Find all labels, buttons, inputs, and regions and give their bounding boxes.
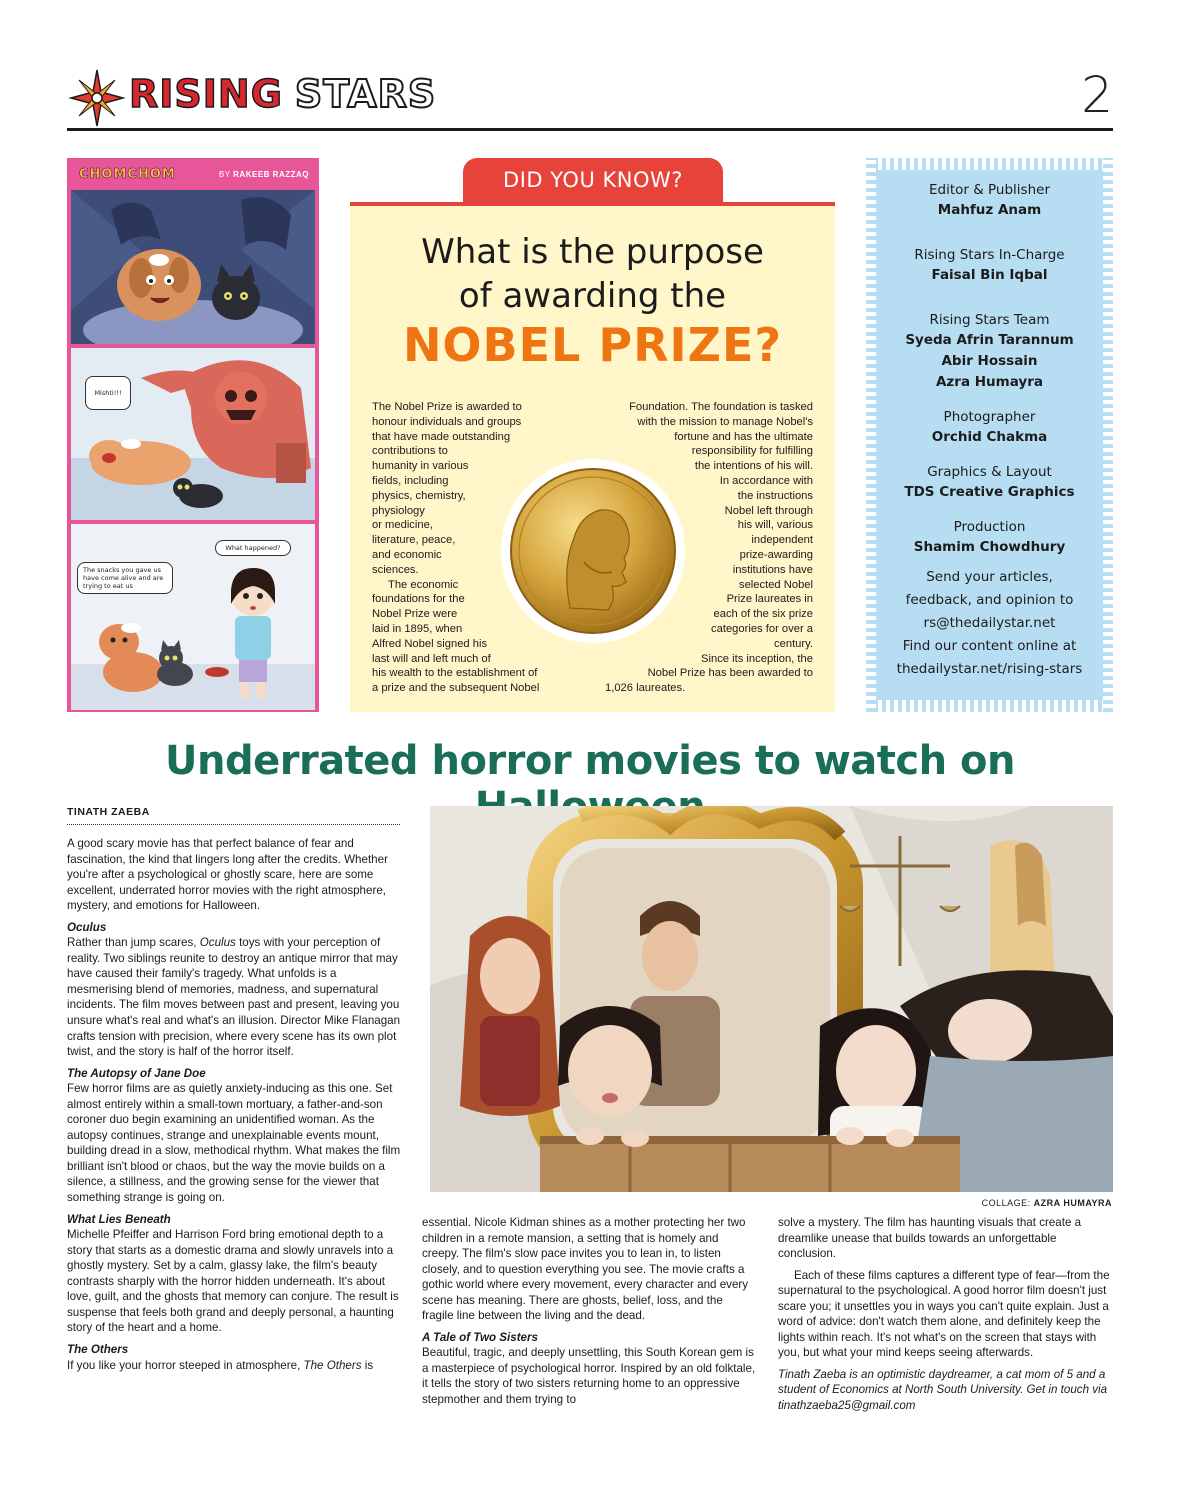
- credit-gap: [882, 393, 1097, 407]
- oculus-text-post: toys with your perception of reality. Two siblings reunite to destroy an antique mirror that may have caused their family's tragedy. What unfolds is a mesmerising blend of memories, madness, and supernatural incidents. The film moves between past and present, leaving you unsure what's real and what's an illusion. Director Mike Flanagan crafts tension with precision, where every scene has its own plot twist, and the story is half of the horror itself.: [67, 936, 401, 1059]
- dyk-right-line: responsibility for fulfilling: [691, 445, 813, 458]
- credit-role: Graphics & Layout: [927, 464, 1052, 480]
- dyk-left-line: Alfred Nobel signed his: [372, 637, 488, 650]
- contact-line: Find our content online at: [902, 638, 1077, 654]
- dyk-left-line: or medicine,: [372, 519, 433, 532]
- dyk-left-line: literature, peace,: [372, 534, 456, 547]
- did-you-know-box: [350, 202, 835, 712]
- dyk-right-line: with the mission to manage Nobel's: [637, 415, 813, 428]
- article-column-3: [778, 1215, 1113, 1420]
- article-column-1: [67, 836, 402, 1379]
- credits-contact: [882, 566, 1097, 681]
- masthead-title-rising: RISING: [129, 72, 283, 116]
- contact-line: Send your articles,: [926, 569, 1053, 585]
- credit-role: Rising Stars Team: [929, 312, 1050, 328]
- question-line-1: What is the purpose: [421, 232, 764, 272]
- comic-byline-name: RAKEEB RAZZAQ: [233, 169, 309, 179]
- nobel-medal-image: [500, 458, 686, 644]
- dyk-left-line: last will and left much of: [372, 652, 491, 665]
- credit-gap: [882, 221, 1097, 245]
- dyk-left-line: honour individuals and groups: [372, 415, 522, 428]
- credit-name: Abir Hossain: [941, 353, 1038, 369]
- comic-header: [71, 162, 315, 186]
- article-intro: A good scary movie has that perfect balance of fear and fascination, the kind that lingers long after the credits. Whether you're after a psychological or ghostly scare, here are some excellent, underrated horror movies with the right atmosphere, mystery, and emotions for Halloween.: [67, 837, 388, 913]
- dyk-left-line: physics, chemistry,: [372, 489, 466, 502]
- question-line-2: of awarding the: [458, 276, 727, 316]
- dyk-right-line: Nobel Prize has been awarded to: [647, 667, 813, 680]
- credit-name: Mahfuz Anam: [937, 202, 1042, 218]
- contact-website-link[interactable]: thedailystar.net/rising-stars: [896, 661, 1083, 677]
- dyk-right-line: Prize laureates in: [726, 593, 813, 606]
- collage-credit: [982, 1198, 1112, 1208]
- credit-role: Rising Stars In-Charge: [914, 247, 1065, 263]
- dyk-left-line: The economic: [388, 578, 459, 591]
- masthead: [67, 66, 1113, 130]
- dyk-right-line: 1,026 laureates.: [605, 682, 686, 695]
- credit-name: Shamim Chowdhury: [913, 539, 1066, 555]
- dyk-right-line: fortune and has the ultimate: [674, 430, 813, 443]
- section-text-oculus: [67, 935, 402, 1059]
- collage-credit-name: AZRA HUMAYRA: [1033, 1198, 1112, 1208]
- nobel-prize-heading: NOBEL PRIZE?: [402, 318, 783, 372]
- dyk-right-line: categories for over a: [711, 622, 813, 635]
- article-conclusion: Each of these films captures a different type of fear—from the supernatural to the psychological. A good horror film doesn't just scare you; it unsettles you in ways you can't quite explain. Just a word of advice: don't watch them alone, and definitely keep the lights within reach. It's not what's on the screen that stays with you, but what your mind keeps seeing afterwards.: [778, 1268, 1110, 1360]
- did-you-know-question: [350, 230, 835, 318]
- dyk-left-line: physiology: [372, 504, 425, 517]
- article-headline: Underrated horror movies to watch on: [165, 738, 1015, 784]
- comic-panel-1: [71, 190, 315, 344]
- masthead-title-stars: STARS: [294, 72, 437, 116]
- credits-border-right: [1103, 158, 1113, 712]
- credits-border-bottom: [866, 700, 1113, 712]
- credit-gap: [882, 286, 1097, 310]
- credits-box: [866, 158, 1113, 712]
- article-author: TINATH ZAEBA: [67, 806, 400, 825]
- comic-byline: [219, 170, 309, 179]
- credit-role: Photographer: [943, 409, 1036, 425]
- comic-speech-bubble-what-happened: What happened?: [215, 540, 291, 556]
- dyk-right-line: Since its inception, the: [701, 652, 813, 665]
- dyk-right-line: Nobel left through: [724, 504, 813, 517]
- masthead-title: [129, 72, 436, 116]
- comic-byline-prefix: BY: [218, 169, 231, 179]
- dyk-right-line: Foundation. The foundation is tasked: [629, 401, 813, 413]
- contact-line: feedback, and opinion to: [905, 592, 1074, 608]
- credit-name: Azra Humayra: [935, 374, 1043, 390]
- credit-name: TDS Creative Graphics: [904, 484, 1075, 500]
- author-bio: Tinath Zaeba is an optimistic daydreamer, a cat mom of 5 and a student of Economics at North South University. Get in touch via tinathzaeba25@gmail.com: [778, 1367, 1108, 1413]
- dyk-right-line: prize-awarding: [739, 548, 813, 561]
- dyk-left-line: sciences.: [372, 563, 419, 576]
- credit-gap: [882, 448, 1097, 462]
- comic-title: CHOMCHOM: [79, 166, 176, 182]
- credits-content: [882, 180, 1097, 681]
- dyk-left-line: fields, including: [372, 474, 449, 487]
- page-number: 2: [1081, 66, 1113, 124]
- dyk-left-line: that have made outstanding: [372, 430, 511, 443]
- credit-role: Editor & Publisher: [928, 182, 1051, 198]
- dyk-right-line: independent: [751, 534, 813, 547]
- others-text-pre: If you like your horror steeped in atmosphere,: [67, 1358, 304, 1372]
- dyk-left-line: contributions to: [372, 445, 448, 458]
- comic-speech-bubble-snacks: The snacks you gave us have come alive and are trying to eat us: [77, 562, 173, 594]
- movie-collage-image: [430, 806, 1113, 1192]
- dyk-right-line: In accordance with: [719, 474, 813, 487]
- dyk-left-line: and economic: [372, 548, 442, 561]
- comic-panel-2: [71, 348, 315, 520]
- section-title-autopsy: The Autopsy of Jane Doe: [67, 1066, 206, 1080]
- section-title-oculus: Oculus: [67, 920, 107, 934]
- movie-collage-art: [430, 806, 1113, 1192]
- comic-panel-2-art: [71, 348, 315, 520]
- masthead-rule: [67, 128, 1113, 131]
- section-text-autopsy: Few horror films are as quietly anxiety-inducing as this one. Set almost entirely within a small-town mortuary, a father-and-son coroner duo begin examining an unidentified woman. As the autopsy continues, strange and unexplainable events mount, building dread in a slow, methodical rhythm. What makes the film brilliant isn't blood or chaos, but the way the movie builds on a silence, a stillness, and the growing sense for the viewer that something strange is going on.: [67, 1082, 401, 1205]
- dyk-left-line: humanity in various: [372, 460, 469, 473]
- credits-border-left: [866, 158, 876, 712]
- dyk-left-line: laid in 1895, when: [372, 622, 463, 635]
- comic-speech-bubble-mishti: Mishti!!!: [85, 376, 131, 410]
- collage-credit-prefix: COLLAGE:: [981, 1198, 1031, 1208]
- dyk-left-line: his wealth to the establishment of: [372, 667, 538, 680]
- section-text-others-start: [67, 1358, 402, 1374]
- dyk-right-line: the intentions of his will.: [694, 460, 813, 473]
- credit-name: Faisal Bin Iqbal: [931, 267, 1048, 283]
- section-title-beneath: What Lies Beneath: [67, 1212, 171, 1226]
- comic-panel-3: [71, 524, 315, 710]
- dyk-left-line: foundations for the: [372, 593, 465, 606]
- section-text-sisters-cont: solve a mystery. The film has haunting visuals that create a dreamlike unease that builds towards an unforgettable conclusion.: [778, 1216, 1082, 1261]
- section-title-sisters: A Tale of Two Sisters: [422, 1330, 538, 1344]
- dyk-right-line: each of the six prize: [713, 608, 813, 621]
- article-column-2: [422, 1215, 757, 1414]
- contact-email-link[interactable]: rs@thedailystar.net: [923, 615, 1056, 631]
- compass-star-icon: [67, 68, 127, 128]
- others-text-em: The Others: [303, 1358, 362, 1372]
- section-title-others: The Others: [67, 1342, 129, 1356]
- credit-role: Production: [953, 519, 1026, 535]
- oculus-text-em: Oculus: [199, 936, 236, 950]
- section-text-beneath: Michelle Pfeiffer and Harrison Ford bring emotional depth to a story that starts as a domestic drama and slowly unravels into a ghostly mystery. Set by a calm, glassy lake, the film's beauty contrasts sharply with the horror hidden underneath. It's about love, guilt, and the ghosts that memory can conjure. The result is suspense that feels both grand and deeply personal, a haunting story of the heart and a home.: [67, 1228, 399, 1335]
- dyk-right-line: institutions have: [732, 563, 813, 576]
- credit-gap: [882, 503, 1097, 517]
- credits-border-top: [866, 158, 1113, 170]
- dyk-right-line: his will, various: [737, 519, 813, 532]
- dyk-left-line: Nobel Prize were: [372, 608, 458, 621]
- did-you-know-tab: DID YOU KNOW?: [463, 158, 723, 202]
- others-text-post: is: [361, 1358, 374, 1372]
- section-text-sisters: Beautiful, tragic, and deeply unsettling, this South Korean gem is a masterpiece of psychological horror. Inspired by an old folktale, it tells the story of two sisters returning home to an oppressive stepmother and them trying to: [422, 1346, 756, 1407]
- credit-name: Orchid Chakma: [931, 429, 1048, 445]
- dyk-right-line: the instructions: [737, 489, 813, 502]
- dyk-left-line: a prize and the subsequent Nobel: [372, 682, 540, 695]
- dyk-right-line: century.: [774, 637, 813, 650]
- comic-panel-1-art: [71, 190, 315, 344]
- dyk-right-line: selected Nobel: [738, 578, 813, 591]
- dyk-left-line: The Nobel Prize is awarded to: [372, 401, 522, 413]
- credit-name: Syeda Afrin Tarannum: [905, 332, 1074, 348]
- comic-strip: [67, 158, 319, 712]
- section-text-others-cont: essential. Nicole Kidman shines as a mother protecting her two children in a remote mansion, a setting that is homely and creepy. The film's slow pace invites you to lean in, to listen closely, and to question everything you see. The movie crafts a gothic world where every movement, every character and every scene has meaning. There are ghosts, belief, loss, and the fragile line between the living and the dead.: [422, 1216, 749, 1323]
- oculus-text-pre: Rather than jump scares,: [67, 936, 200, 950]
